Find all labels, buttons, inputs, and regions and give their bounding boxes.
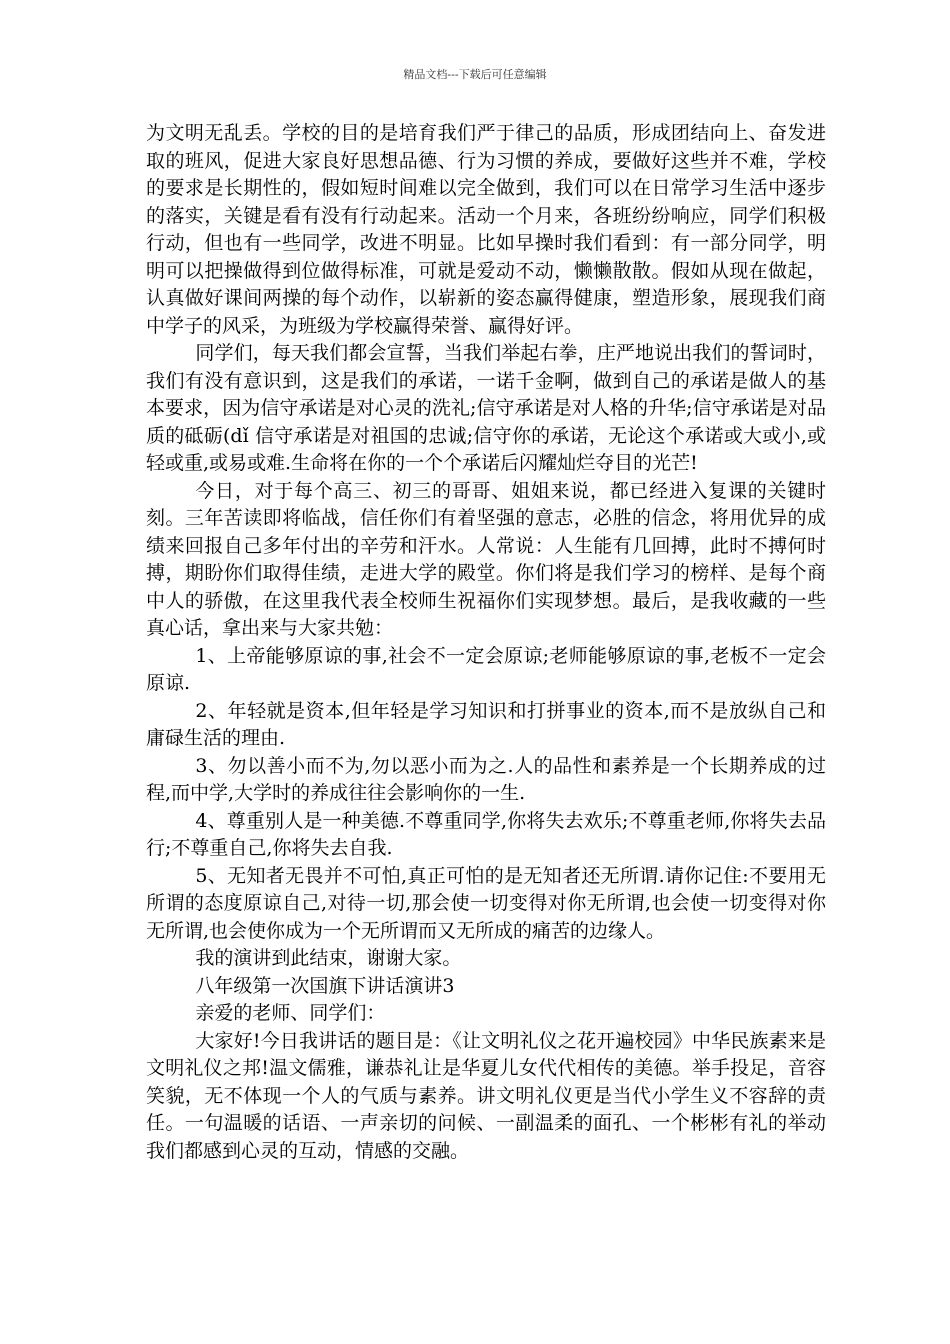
paragraph: 为文明无乱丢。学校的目的是培育我们严于律己的品质，形成团结向上、奋发进取的班风，促进大家良好思想品德、行为习惯的养成，要做好这些并不难，学校的要求是长期性的，假如短时间难以完全做到，我们可以在日常学习生活中逐步的落实，关键是看有没有行动起来。活动一个月来，各班纷纷响应，同学们积极行动，但也有一些同学，改进不明显。比如早操时我们看到：有一部分同学，明明可以把操做得到位做得标准，可就是爱动不动，懒懒散散。假如从现在做起，认真做好课间两操的每个动作，以崭新的姿态赢得健康，塑造形象，展现我们商中学子的风采，为班级为学校赢得荣誉、赢得好评。 (146, 122, 826, 337)
section-title: 八年级第一次国旗下讲话演讲3 (195, 974, 455, 997)
document-body (146, 120, 826, 1165)
list-item: 1、上帝能够原谅的事,社会不一定会原谅;老师能够原谅的事,老板不一定会原谅. (146, 644, 826, 694)
list-item: 2、年轻就是资本,但年轻是学习知识和打拼事业的资本,而不是放纵自己和庸碌生活的理由. (146, 699, 826, 749)
paragraph: 同学们，每天我们都会宣誓，当我们举起右拳，庄严地说出我们的誓词时，我们有没有意识到，这是我们的承诺，一诺千金啊，做到自己的承诺是做人的基本要求，因为信守承诺是对心灵的洗礼;信守承诺是对人格的升华;信守承诺是对品质的砥砺(dǐ 信守承诺是对祖国的忠诚;信守你的承诺，无论这个承诺或大或小,或轻或重,或易或难.生命将在你的一个个承诺后闪耀灿烂夺目的光芒! (146, 342, 826, 474)
closing-line: 我的演讲到此结束，谢谢大家。 (195, 947, 462, 969)
list-item: 4、尊重别人是一种美德.不尊重同学,你将失去欢乐;不尊重老师,你将失去品行;不尊重自己,你将失去自我. (146, 809, 826, 859)
paragraph: 今日，对于每个高三、初三的哥哥、姐姐来说，都已经进入复课的关键时刻。三年苦读即将临战，信任你们有着坚强的意志，必胜的信念，将用优异的成绩来回报自己多年付出的辛劳和汗水。人常说：人生能有几回搏，此时不搏何时搏，期盼你们取得佳绩，走进大学的殿堂。你们将是我们学习的榜样、是每个商中人的骄傲，在这里我代表全校师生祝福你们实现梦想。最后，是我收藏的一些真心话，拿出来与大家共勉： (146, 479, 826, 639)
salutation: 亲爱的老师、同学们： (195, 1002, 386, 1024)
page-header: 精品文档---下载后可任意编辑 (403, 68, 547, 81)
list-item: 3、勿以善小而不为,勿以恶小而为之.人的品性和素养是一个长期养成的过程,而中学,大学时的养成往往会影响你的一生. (146, 754, 826, 804)
paragraph: 大家好!今日我讲话的题目是：《让文明礼仪之花开遍校园》中华民族素来是文明礼仪之邦!温文儒雅，谦恭礼让是华夏儿女代代相传的美德。举手投足，音容笑貌，无不体现一个人的气质与素养。讲文明礼仪更是当代小学生义不容辞的责任。一句温暖的话语、一声亲切的问候、一副温柔的面孔、一个彬彬有礼的举动我们都感到心灵的互动，情感的交融。 (146, 1029, 826, 1162)
list-item: 5、无知者无畏并不可怕,真正可怕的是无知者还无所谓.请你记住:不要用无所谓的态度原谅自己,对待一切,那会使一切变得对你无所谓,也会使一切变得对你无所谓,也会使你成为一个无所谓而又无所成的痛苦的边缘人。 (146, 864, 826, 942)
